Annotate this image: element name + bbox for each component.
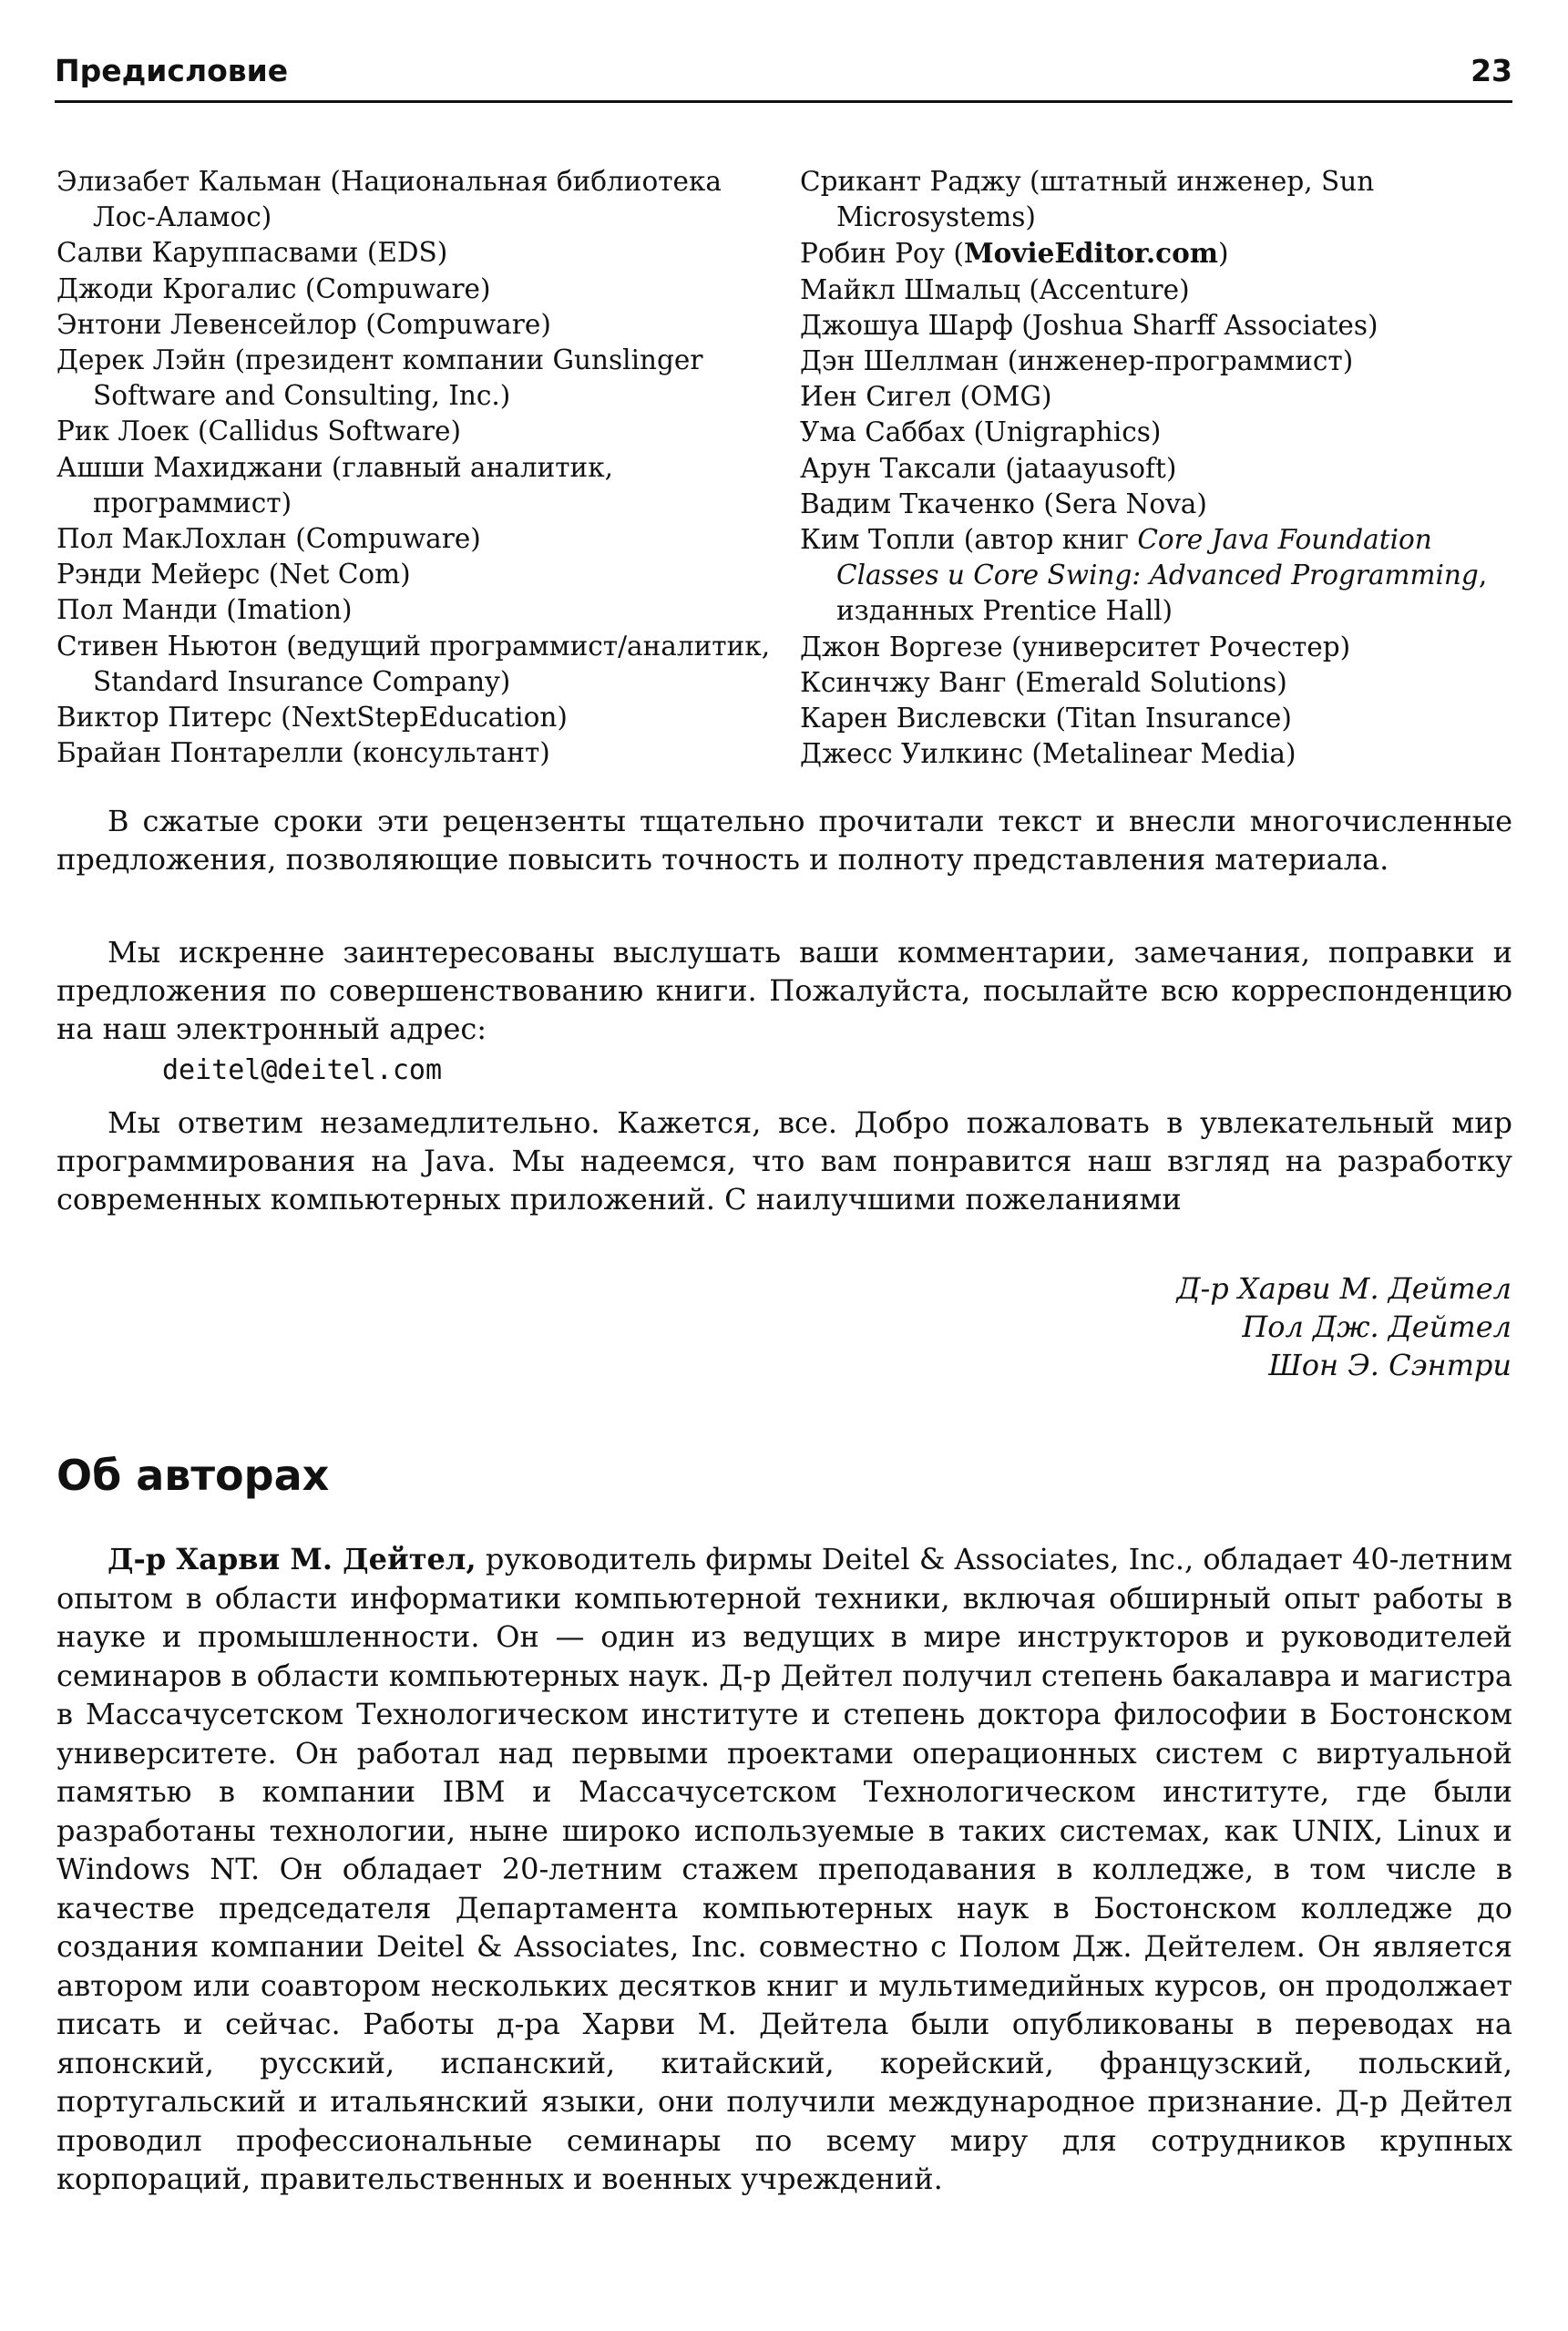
reviewer-entry: Рик Лоек (Callidus Software) (56, 416, 461, 447)
reviewer-entry: Ума Саббах (Unigraphics) (800, 416, 1162, 448)
reviewers-column-left (56, 164, 776, 771)
reviewer-entry: Дэн Шеллман (инженер-программист) (800, 345, 1354, 377)
reviewer-name: Ким Топли (автор книг (800, 524, 1138, 556)
contact-email: deitel@deitel.com (162, 1054, 443, 1086)
reviewer-entry: Пол Манди (Imation) (56, 594, 353, 626)
reviewer-name: Робин Роу ( (800, 238, 964, 270)
header-rule (55, 100, 1512, 103)
reviewer-close-paren: ) (1217, 238, 1229, 270)
signature-block (874, 1269, 1512, 1384)
signature-line: Д-р Харви М. Дейтел (1176, 1271, 1512, 1306)
reviewer-entry: Рэнди Мейерс (Net Com) (56, 559, 411, 590)
reviewer-entry: Ксинчжу Ванг (Emerald Solutions) (800, 666, 1287, 698)
reviewer-entry: Карен Вислевски (Titan Insurance) (800, 703, 1292, 734)
reviewer-entry: Брайан Понтарелли (консультант) (56, 737, 550, 769)
author-bio-text: руководитель фирмы Deitel & Associates, Inc., обладает 40-летним опытом в области информатики компьютерной техники, включая обширный опыт работы в науке и промышленности. Он — один из ведущих в мире инструкторов и руководителей семинаров в области компьютерных наук. Д-р Дейтел получил степень бакалавра и магистра в Массачусетском Технологическом институте и степень доктора философии в Бостонском университете. Он работал над первыми проектами операционных систем с виртуальной памятью в компании IBM и Массачусетском Технологическом институте, где были разработаны технологии, ныне широко используемые в таких системах, как UNIX, Linux и Windows NT. Он обладает 20-летним стажем преподавания в колледже, в том числе в качестве председателя Департамента компьютерных наук в Бостонском колледже до создания компании Deitel & Associates, Inc. совместно с Полом Дж. Дейтелем. Он является автором или соавтором нескольких десятков книг и мультимедийных курсов, он продолжает писать и сейчас. Работы д-ра Харви М. Дейтела были опубликованы в переводах на японский, русский, испанский, китайский, корейский, французский, польский, португальский и итальянский языки, они получили международное признание. Д-р Дейтел проводил профессиональные семинары по всему миру для сотрудников крупных корпораций, правительственных и военных учреждений. (56, 1542, 1513, 2196)
reviewer-entry: Майкл Шмальц (Accenture) (800, 273, 1190, 305)
reviewer-entry: Джесс Уилкинс (Metalinear Media) (800, 738, 1296, 770)
reviewer-entry: Вадим Ткаченко (Sera Nova) (800, 488, 1207, 519)
running-header (55, 53, 1512, 108)
reviewer-entry: Пол МакЛохлан (Compuware) (56, 523, 481, 555)
reviewer-entry (800, 522, 1520, 630)
signature-line: Шон Э. Сэнтри (1268, 1348, 1512, 1382)
reviewer-entry: Стивен Ньютон (ведущий программист/аналитик, Standard Insurance Company) (56, 630, 771, 697)
book-titles-italic: Core Java Foundation Classes и Core Swing: Advanced Programming (836, 524, 1479, 591)
author-name-bold: Д-р Харви М. Дейтел, (108, 1542, 477, 1576)
signature-line: Пол Дж. Дейтел (1242, 1309, 1512, 1344)
paragraph-reviewers-thanks: В сжатые сроки эти рецензенты тщательно прочитали текст и внесли многочисленные предложения, позволяющие повысить точность и полноту представления материала. (56, 804, 1512, 878)
reviewer-entry: Элизабет Кальман (Национальная библиотека Лос-Аламос) (56, 166, 723, 233)
paragraph-closing: Мы ответим незамедлительно. Кажется, все. Добро пожаловать в увлекательный мир программирования на Java. Мы надеемся, что вам понравится наш взгляд на разработку современных компьютерных приложений. С наилучшими пожеланиями (56, 1105, 1512, 1217)
reviewer-entry: Арун Таксали (jataayusoft) (800, 452, 1177, 484)
reviewer-entry: Дерек Лэйн (президент компании Gunslinger Software and Consulting, Inc.) (56, 344, 703, 412)
reviewer-entry: Срикант Раджу (штатный инженер, Sun Microsystems) (800, 166, 1375, 233)
reviewer-entry: Салви Каруппасвами (EDS) (56, 237, 448, 269)
reviewer-publisher: , изданных Prentice Hall) (836, 560, 1488, 627)
running-header-section: Предисловие (55, 53, 289, 88)
paragraph-feedback-request: Мы искренне заинтересованы выслушать ваши комментарии, замечания, поправки и предложения по совершенствованию книги. Пожалуйста, посылайте всю корреспонденцию на наш электронный адрес: (56, 935, 1512, 1047)
author-bio-paragraph (56, 1540, 1512, 2199)
reviewer-entry: Энтони Левенсейлор (Compuware) (56, 308, 551, 340)
reviewers-column-right (800, 164, 1520, 772)
reviewer-entry: Ашши Махиджани (главный аналитик, программист) (56, 451, 614, 519)
reviewer-entry (800, 235, 1520, 272)
reviewer-entry: Иен Сигел (OMG) (800, 381, 1052, 413)
reviewer-entry: Виктор Питерс (NextStepEducation) (56, 702, 568, 734)
page-number: 23 (1471, 53, 1512, 88)
reviewer-entry: Джошуа Шарф (Joshua Sharff Associates) (800, 309, 1378, 341)
reviewer-entry: Джон Воргезе (университет Рочестер) (800, 631, 1351, 662)
reviewer-entry: Джоди Крогалис (Compuware) (56, 272, 491, 304)
section-title-about-authors: Об авторах (56, 1451, 330, 1500)
reviewer-company-bold: MovieEditor.com (963, 237, 1218, 270)
